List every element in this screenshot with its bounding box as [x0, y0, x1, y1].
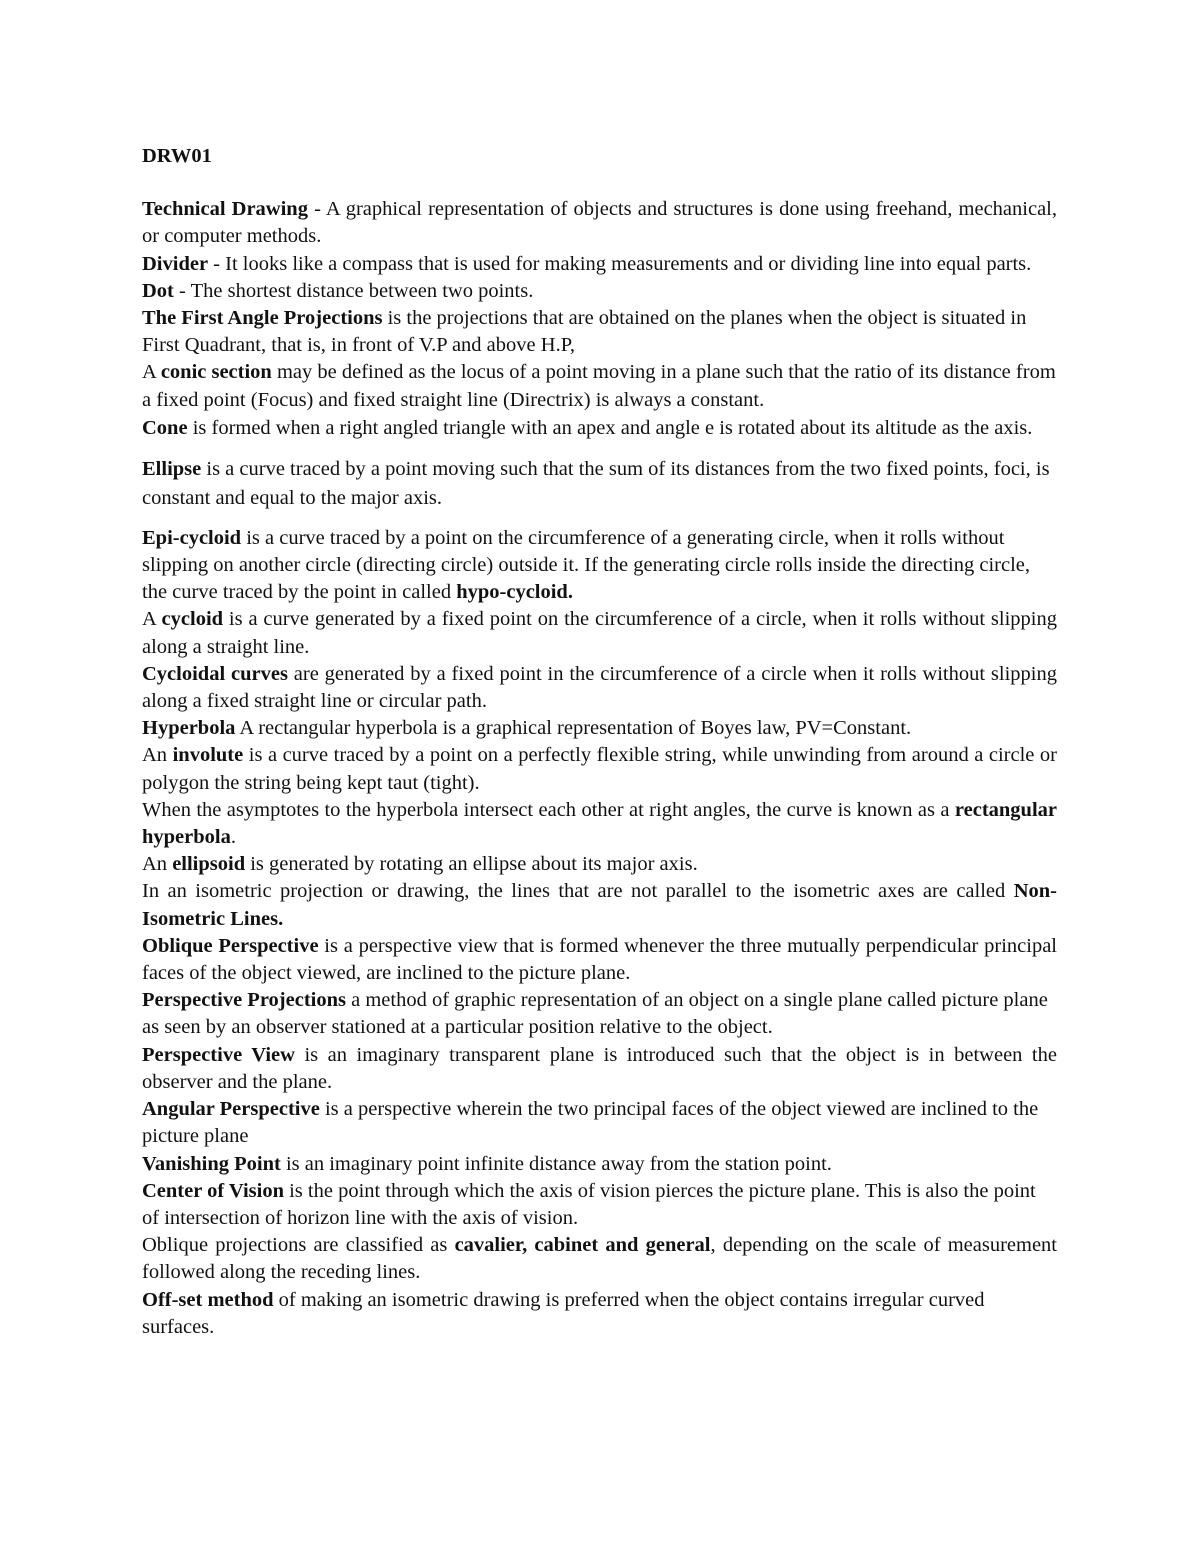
definition-paragraph [142, 715, 1057, 742]
definition-text: is an imaginary point infinite distance away from the station point. [280, 1152, 832, 1175]
definition-paragraph [142, 661, 1057, 715]
definition-paragraph [142, 851, 1057, 878]
definition-text: are generated by a fixed point in the circumference of a circle when it rolls without slipping along a fixed straight line or circular path. [142, 662, 1057, 713]
definition-paragraph [142, 1178, 1057, 1232]
term-bold: Cycloidal curves [142, 662, 288, 685]
definition-text: of making an isometric drawing is preferred when the object contains irregular curved surfaces. [142, 1288, 985, 1338]
definition-text: , depending on the scale of measurement followed along the receding lines. [142, 1234, 1057, 1284]
definition-text: . [230, 826, 236, 849]
definition-text: When the asymptotes to the hyperbola intersect each other at right angles, the curve is known as a [142, 798, 955, 821]
term-bold: Off-set method [142, 1288, 274, 1311]
definition-text: An [142, 744, 173, 767]
definition-text: is a curve traced by a point on the circumference of a generating circle, when it rolls without slipping on another circle (directing circle) outside it. If the generating circle rolls inside the directing circle, the curve traced by the point in called [142, 526, 1030, 604]
definition-text: is a perspective view that is formed whenever the three mutually perpendicular principal faces of the object viewed, are inclined to the picture plane. [142, 934, 1057, 985]
definition-paragraph [142, 1151, 1057, 1178]
definition-paragraph [142, 455, 1057, 513]
definition-paragraph [142, 305, 1057, 359]
definition-text: A [142, 608, 162, 631]
term-bold: Technical Drawing [142, 198, 308, 221]
definition-paragraph [142, 525, 1057, 607]
term-bold: Divider [142, 252, 209, 275]
term-bold: Cone [142, 416, 188, 439]
definition-paragraph [142, 278, 1057, 305]
definition-text: - It looks like a compass that is used for making measurements and or dividing line into equal parts. [208, 252, 1032, 275]
definition-paragraph [142, 606, 1057, 660]
definition-paragraph [142, 251, 1057, 278]
definition-text: is formed when a right angled triangle with an apex and angle e is rotated about its altitude as the axis. [187, 416, 1033, 439]
term-bold: Dot [142, 279, 174, 302]
term-bold: Perspective View [142, 1043, 295, 1066]
term-bold: hypo-cycloid. [456, 581, 573, 604]
definition-paragraph [142, 1287, 1057, 1341]
term-bold: Non- Isometric Lines. [142, 880, 1057, 930]
definition-text: - A graphical representation of objects and structures is done using freehand, mechanical, or computer methods. [142, 198, 1057, 248]
term-bold: rectangular hyperbola [142, 798, 1057, 849]
definition-text: is the point through which the axis of vision pierces the picture plane. This is also the point of intersection of horizon line with the axis of vision. [142, 1179, 1036, 1229]
document-title: DRW01 [142, 145, 212, 167]
definition-paragraph [142, 359, 1057, 413]
definition-text: a method of graphic representation of an object on a single plane called picture plane as seen by an observer stationed at a particular position relative to the object. [142, 989, 1048, 1039]
term-bold: Ellipse [142, 457, 202, 480]
definition-text: is the projections that are obtained on the planes when the object is situated in First Quadrant, that is, in front of V.P and above H.P, [142, 307, 1027, 357]
definition-text: An [142, 853, 173, 876]
term-bold: Oblique Perspective [142, 934, 319, 957]
definition-paragraph [142, 933, 1057, 987]
definition-text: is generated by rotating an ellipse about its major axis. [245, 853, 698, 876]
definition-text: may be defined as the locus of a point moving in a plane such that the ratio of its distance from a fixed point (Focus) and fixed straight line (Directrix) is always a constant. [142, 361, 1056, 411]
term-bold: Epi-cycloid [142, 526, 242, 549]
definition-paragraph [142, 742, 1057, 796]
definition-paragraph [142, 797, 1057, 851]
term-bold: conic section [160, 361, 272, 384]
definition-text: is an imaginary transparent plane is introduced such that the object is in between the observer and the plane. [142, 1043, 1057, 1093]
term-bold: ellipsoid [172, 853, 246, 876]
definitions-list [142, 196, 1057, 1341]
term-bold: involute [172, 744, 244, 767]
definition-text: is a perspective wherein the two principal faces of the object viewed are inclined to the picture plane [142, 1098, 1039, 1148]
definition-paragraph [142, 414, 1057, 443]
term-bold: cavalier, cabinet and general [454, 1234, 711, 1257]
term-bold: Vanishing Point [142, 1152, 281, 1175]
definition-text: In an isometric projection or drawing, the lines that are not parallel to the isometric axes are called [142, 880, 1014, 903]
definition-text: is a curve traced by a point moving such that the sum of its distances from the two fixed points, foci, is constant and equal to the major axis. [142, 457, 1050, 509]
term-bold: cycloid [161, 608, 224, 631]
term-bold: Perspective Projections [142, 989, 346, 1012]
definition-paragraph [142, 987, 1057, 1041]
term-bold: The First Angle Projections [142, 307, 383, 330]
definition-text: Oblique projections are classified as [142, 1234, 455, 1257]
document-body [142, 143, 1057, 1341]
definition-paragraph [142, 196, 1057, 250]
definition-paragraph [142, 1096, 1057, 1150]
definition-text: is a curve traced by a point on a perfectly flexible string, while unwinding from around a circle or polygon the string being kept taut (tight). [142, 744, 1057, 794]
term-bold: Center of Vision [142, 1179, 284, 1202]
definition-paragraph [142, 1232, 1057, 1286]
term-bold: Angular Perspective [142, 1098, 320, 1121]
definition-text: is a curve generated by a fixed point on the circumference of a circle, when it rolls without slipping along a straight line. [142, 608, 1057, 658]
definition-paragraph [142, 1042, 1057, 1096]
definition-text: A rectangular hyperbola is a graphical representation of Boyes law, PV=Constant. [235, 717, 912, 740]
definition-text: A [142, 361, 161, 384]
definition-paragraph [142, 878, 1057, 932]
definition-text: - The shortest distance between two points. [173, 279, 534, 302]
term-bold: Hyperbola [142, 717, 236, 740]
